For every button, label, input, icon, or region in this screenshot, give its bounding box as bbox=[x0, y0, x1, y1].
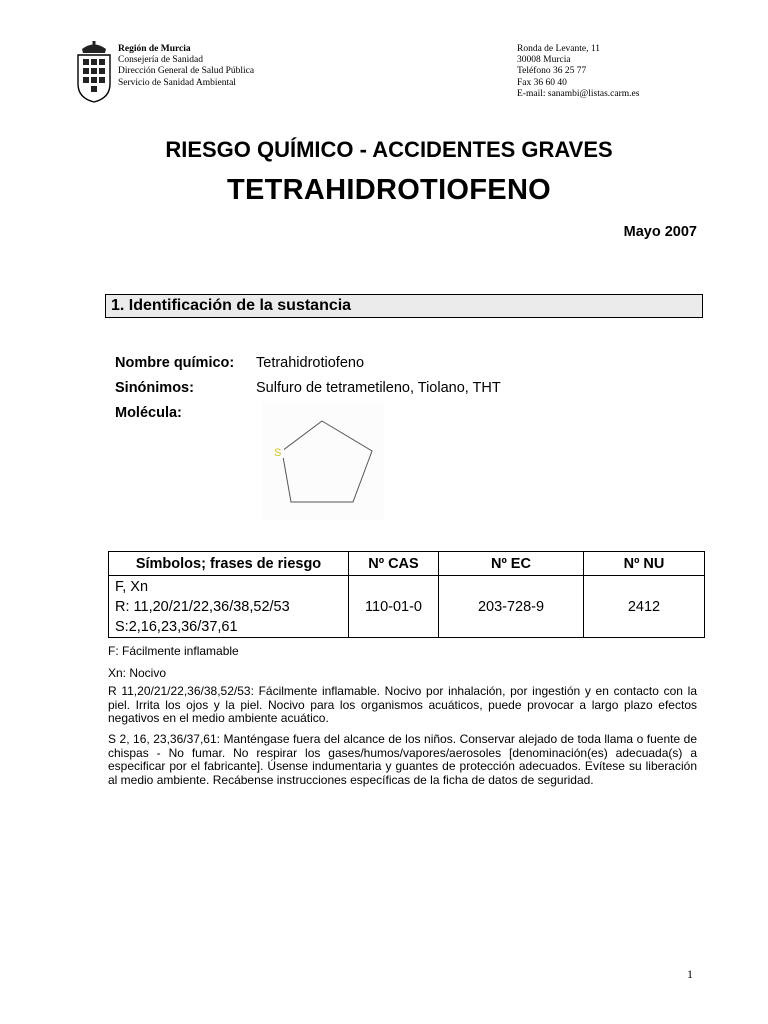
column-header: Nº NU bbox=[584, 552, 705, 576]
header-org-line: Servicio de Sanidad Ambiental bbox=[118, 77, 236, 88]
note-xn: Xn: Nocivo bbox=[108, 666, 167, 680]
header-organization bbox=[118, 44, 254, 89]
field-synonyms bbox=[115, 380, 501, 396]
field-value: Sulfuro de tetrametileno, Tiolano, THT bbox=[256, 380, 501, 396]
section-title: 1. Identificación de la sustancia bbox=[111, 297, 352, 314]
note-risk-phrases: R 11,20/21/22,36/38,52/53: Fácilmente inflamable. Nocivo por inhalación, por ingestión y en contacto con la piel. Irrita los ojos y la piel. Nocivo para los organismos acuáticos, puede provocar a largo plazo efectos negativos en el medio ambiente acuático. bbox=[108, 684, 697, 726]
header-address: Ronda de Levante, 11 bbox=[517, 44, 601, 54]
substance-title: TETRAHIDROTIOFENO bbox=[226, 174, 552, 206]
table-row bbox=[109, 576, 705, 638]
header-phone: Teléfono 36 25 77 bbox=[517, 66, 587, 77]
column-header: Nº EC bbox=[439, 552, 584, 576]
note-f: F: Fácilmente inflamable bbox=[108, 644, 239, 658]
field-label: Sinónimos: bbox=[115, 380, 194, 396]
note-safety-phrases: S 2, 16, 23,36/37,61: Manténgase fuera del alcance de los niños. Conservar alejado de toda llama o fuente de chispas - No fumar. No respirar los gases/humos/vapores/aerosoles [denominación(es) adecuada(s) a especificar por el fabricante]. Úsense indumentaria y guantes de protección adecuados. Evítese su liberación al medio ambiente. Recábense instrucciones específicas de la ficha de datos de seguridad. bbox=[108, 732, 697, 787]
header-postal: 30008 Murcia bbox=[517, 55, 571, 66]
molecule-structure bbox=[262, 403, 384, 520]
field-label: Molécula: bbox=[115, 405, 182, 421]
region-crest-logo bbox=[74, 40, 114, 104]
sulfur-atom-label: S bbox=[274, 447, 282, 459]
document-date: Mayo 2007 bbox=[623, 224, 697, 240]
symbols-line: F, Xn bbox=[115, 578, 149, 595]
risk-symbols-cell bbox=[109, 576, 349, 638]
header-email: E-mail: sanambi@listas.carm.es bbox=[517, 88, 640, 99]
page-number: 1 bbox=[687, 967, 693, 981]
document-heading: RIESGO QUÍMICO - ACCIDENTES GRAVES bbox=[165, 137, 613, 162]
risk-phrases-line: R: 11,20/21/22,36/38,52/53 bbox=[115, 598, 290, 615]
field-value: Tetrahidrotiofeno bbox=[256, 355, 365, 371]
header-org-name: Región de Murcia bbox=[118, 44, 191, 54]
ring-bond bbox=[282, 421, 372, 502]
field-label: Nombre químico: bbox=[115, 355, 235, 371]
section-header bbox=[105, 294, 703, 318]
field-molecule bbox=[115, 405, 256, 421]
table-header-row bbox=[109, 552, 705, 576]
column-header: Símbolos; frases de riesgo bbox=[109, 552, 349, 576]
header-fax: Fax 36 60 40 bbox=[517, 77, 567, 88]
risk-table bbox=[108, 551, 705, 638]
cas-number-cell: 110-01-0 bbox=[349, 576, 439, 638]
un-number-cell: 2412 bbox=[584, 576, 705, 638]
header-contact bbox=[517, 44, 639, 100]
header-org-line: Consejería de Sanidad bbox=[118, 55, 203, 66]
header-org-line: Dirección General de Salud Pública bbox=[118, 66, 255, 77]
field-chemical-name bbox=[115, 355, 364, 371]
column-header: Nº CAS bbox=[349, 552, 439, 576]
safety-phrases-line: S:2,16,23,36/37,61 bbox=[115, 618, 238, 635]
ec-number-cell: 203-728-9 bbox=[439, 576, 584, 638]
